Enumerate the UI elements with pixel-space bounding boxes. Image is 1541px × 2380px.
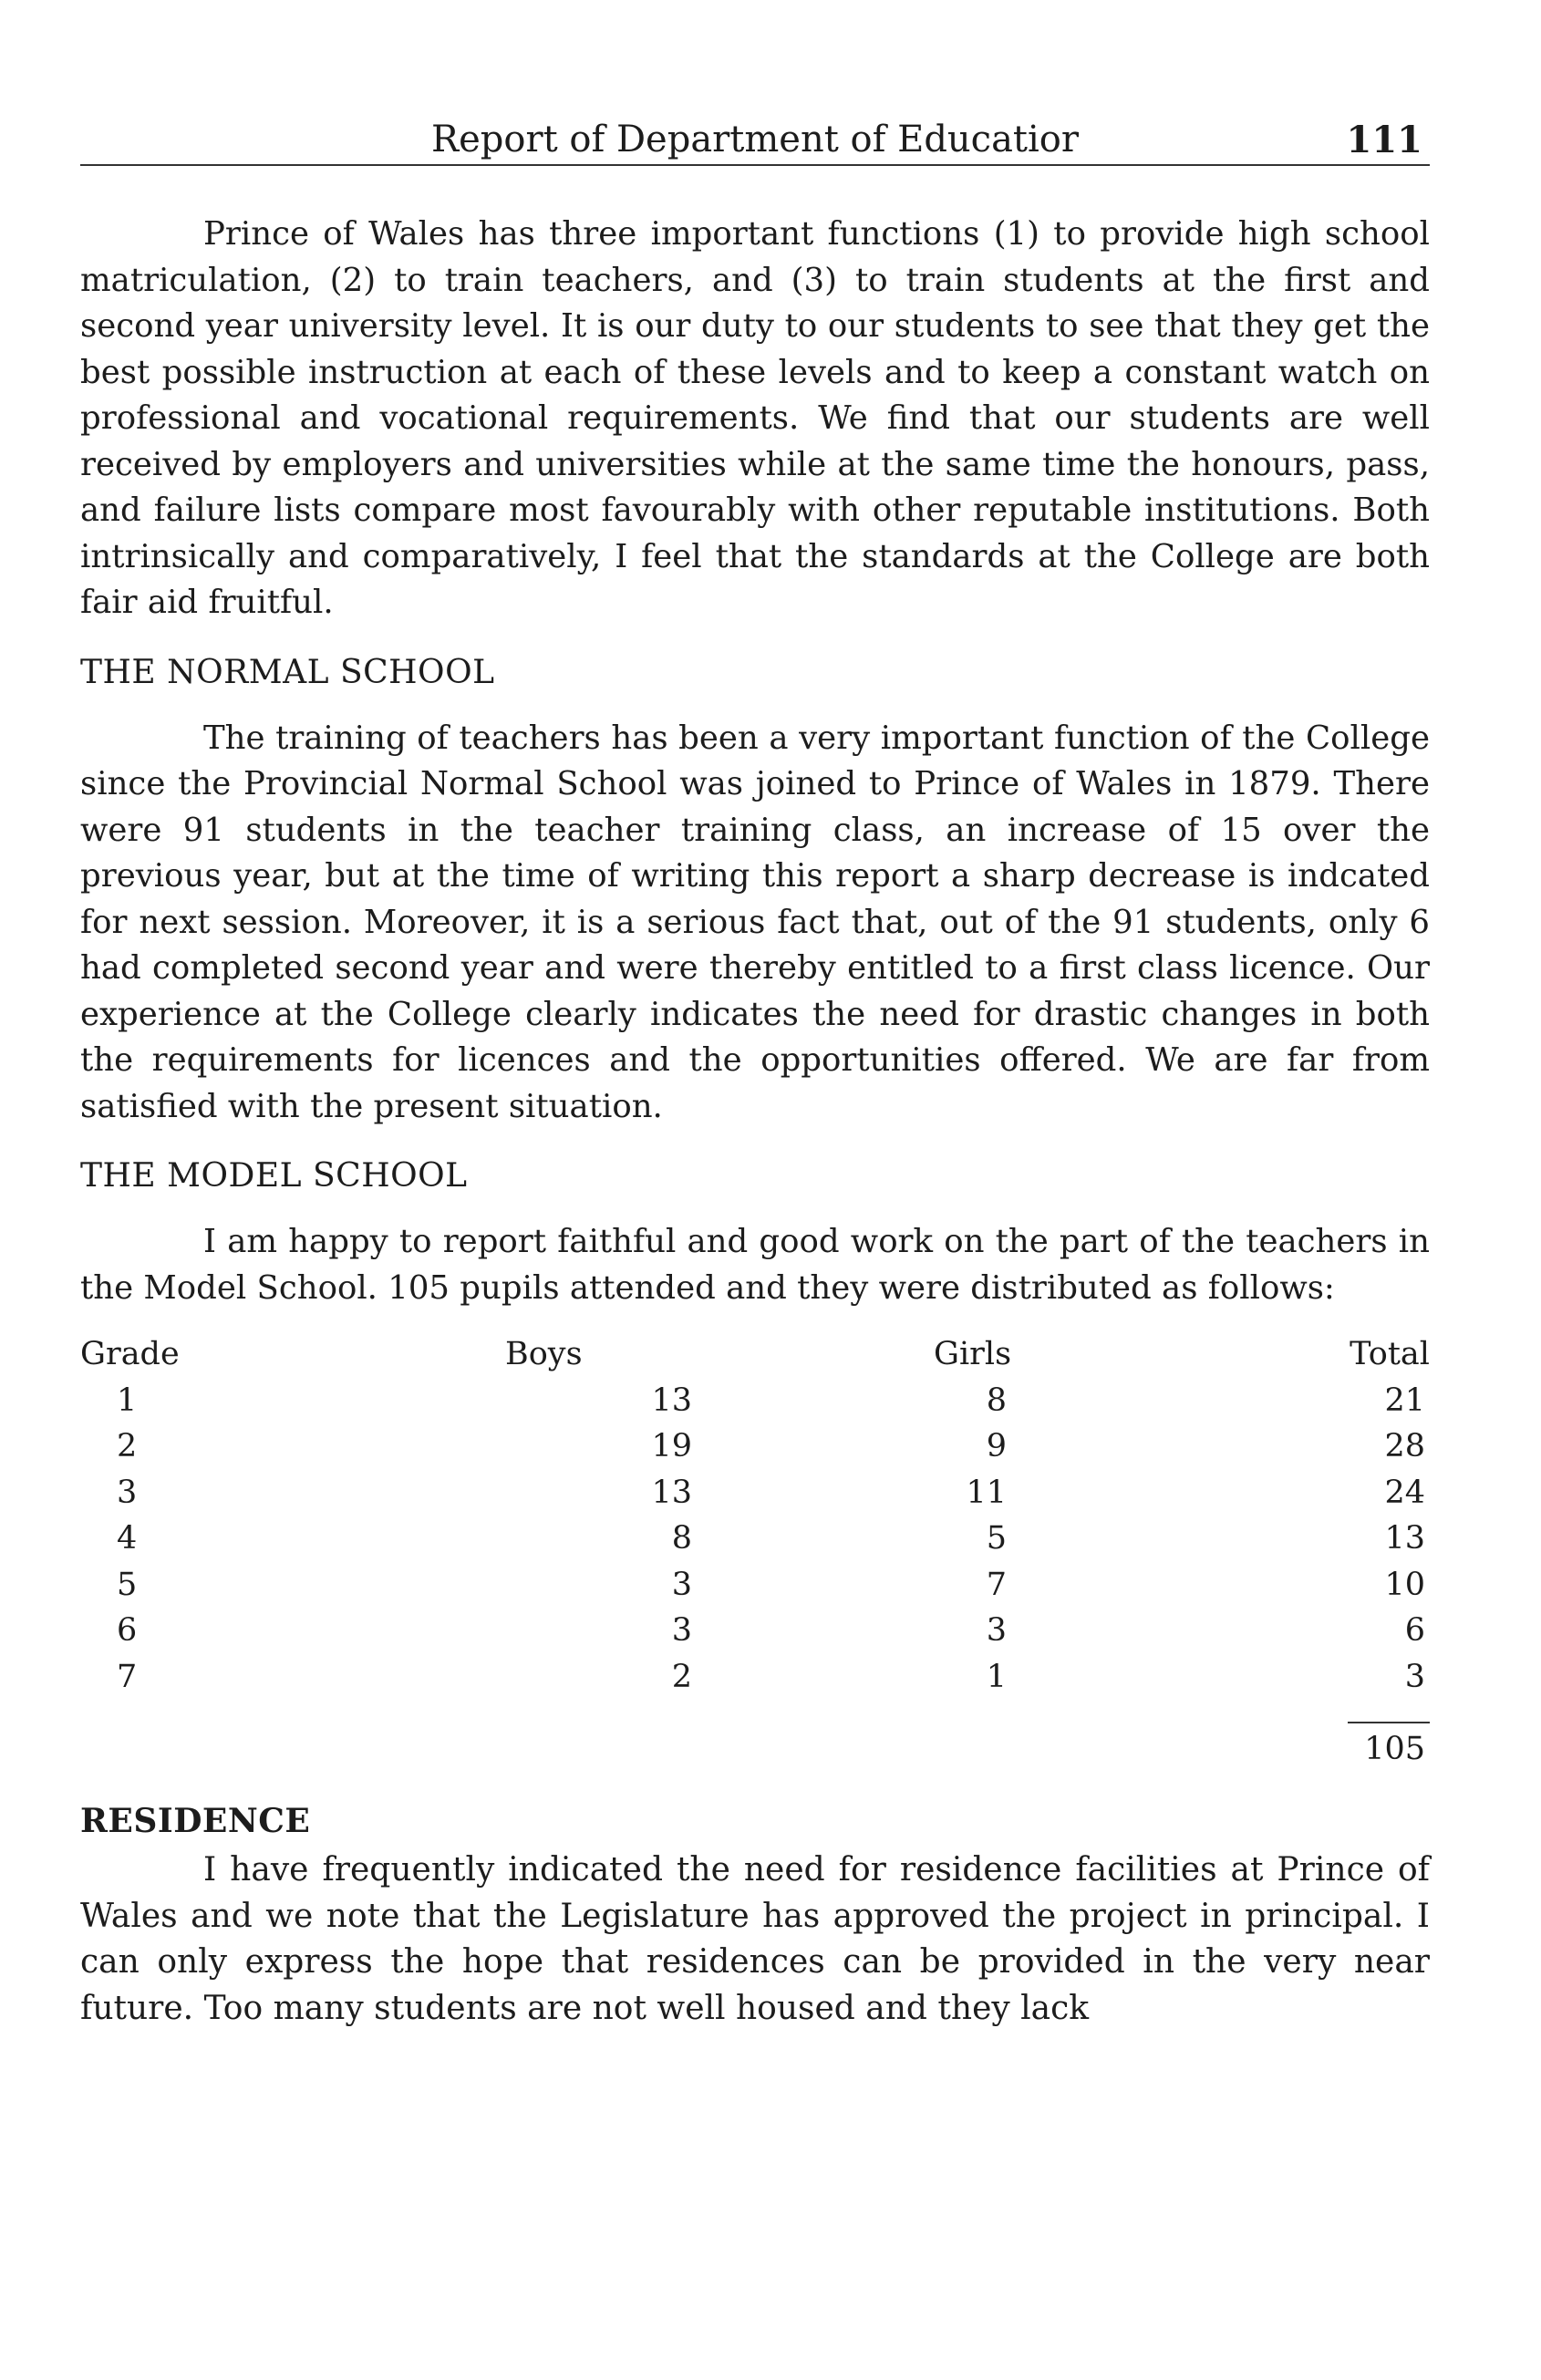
girls-cell: 7 — [986, 1566, 1007, 1603]
model-school-heading: THE MODEL SCHOOL — [80, 1157, 468, 1195]
total-cell: 10 — [1384, 1566, 1425, 1603]
table-row — [80, 1423, 1430, 1470]
table-row — [80, 1562, 1430, 1609]
total-cell: 24 — [1384, 1474, 1425, 1511]
model-school-paragraph: I am happy to report faithful and good work on the part of the teachers in the Model School. 105 pupils attended and they were distributed as follows: — [80, 1223, 1430, 1307]
boys-cell: 19 — [651, 1428, 692, 1464]
running-header — [80, 117, 1430, 166]
girls-cell: 8 — [986, 1381, 1007, 1419]
grade-column-header: Grade — [80, 1336, 180, 1372]
girls-cell: 11 — [966, 1474, 1007, 1511]
girls-cell: 1 — [986, 1658, 1007, 1695]
page-body — [80, 212, 1430, 2032]
boys-cell: 3 — [671, 1612, 692, 1649]
grade-cell: 4 — [117, 1520, 138, 1557]
total-cell: 13 — [1384, 1520, 1425, 1557]
boys-column-header: Boys — [505, 1336, 583, 1372]
boys-cell: 8 — [671, 1520, 692, 1557]
girls-column-header: Girls — [934, 1336, 1012, 1372]
boys-cell: 13 — [651, 1381, 692, 1419]
table-row — [80, 1608, 1430, 1654]
grand-total: 105 — [1364, 1731, 1425, 1767]
normal-school-heading: THE NORMAL SCHOOL — [80, 653, 495, 691]
intro-paragraph: Prince of Wales has three important functions (1) to provide high school matriculation, (2) to train teachers, and (3) to train students at the first and second year university level. It is our duty to our students to see that they get the best possible instruction at each of these levels and to keep a constant watch on professional and vocational requirements. We find that our students are well received by employers and universities while at the same time the honours, pass, and failure lists compare most favourably with other reputable institutions. Both intrinsically and comparatively, I feel that the standards at the College are both fair aid fruitful. — [80, 215, 1430, 621]
girls-cell: 3 — [986, 1612, 1007, 1649]
model-school-enrolment-table — [80, 1331, 1430, 1700]
residence-heading: RESIDENCE — [80, 1802, 311, 1840]
normal-school-paragraph: The training of teachers has been a very important function of the College since the Provincial Normal School was joined to Prince of Wales in 1879. There were 91 students in the teacher training class, an increase of 15 over the previous year, but at the time of writing this report a sharp decrease is indcated for next session. Moreover, it is a serious fact that, out of the 91 students, only 6 had completed second year and were thereby entitled to a first class licence. Our experience at the College clearly indicates the need for drastic changes in both the requirements for licences and the opportunities offered. We are far from satisfied with the present situation. — [80, 719, 1430, 1125]
girls-cell: 9 — [986, 1428, 1007, 1464]
total-column-header: Total — [1350, 1336, 1430, 1372]
table-header-row — [80, 1331, 1430, 1378]
table-row — [80, 1470, 1430, 1516]
table-row — [80, 1378, 1430, 1424]
grade-cell: 5 — [117, 1566, 138, 1603]
boys-cell: 2 — [671, 1658, 692, 1695]
boys-cell: 3 — [671, 1566, 692, 1603]
total-cell: 21 — [1384, 1381, 1425, 1419]
page-number: 111 — [1346, 119, 1422, 161]
grade-cell: 6 — [117, 1612, 138, 1649]
residence-paragraph: I have frequently indicated the need for residence facilities at Prince of Wales and we note that the Legislature has approved the project in principal. I can only express the hope that residences can be provided in the very near future. Too many students are not well housed and they lack — [80, 1851, 1430, 2027]
girls-cell: 5 — [986, 1520, 1007, 1557]
boys-cell: 13 — [651, 1474, 692, 1511]
table-row — [80, 1654, 1430, 1701]
grade-cell: 7 — [117, 1658, 138, 1695]
total-cell: 6 — [1404, 1612, 1425, 1649]
total-cell: 3 — [1404, 1658, 1425, 1695]
table-row — [80, 1516, 1430, 1562]
total-cell: 28 — [1384, 1428, 1425, 1464]
grade-cell: 1 — [117, 1381, 138, 1419]
running-title: Report of Department of Educatior — [430, 119, 1080, 160]
grade-cell: 2 — [117, 1428, 138, 1464]
grade-cell: 3 — [117, 1474, 138, 1511]
